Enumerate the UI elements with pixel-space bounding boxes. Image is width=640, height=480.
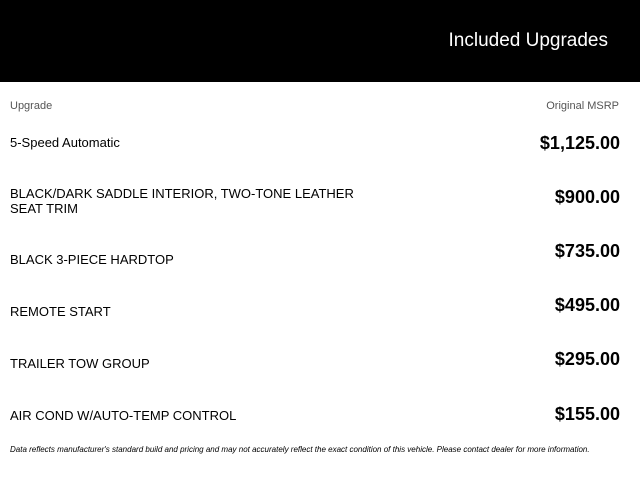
upgrade-price: $1,125.00 [539, 133, 620, 153]
upgrade-price: $295.00 [554, 349, 620, 369]
upgrade-name: BLACK 3-PIECE HARDTOP [10, 252, 174, 267]
upgrade-price: $495.00 [554, 295, 620, 315]
disclaimer-text: Data reflects manufacturer's standard build and pricing and may not accurately reflect the exact condition of this vehicle. Please contact dealer for more information. [10, 445, 590, 454]
upgrade-price: $155.00 [554, 404, 620, 424]
upgrade-name: AIR COND W/AUTO-TEMP CONTROL [10, 408, 237, 423]
upgrade-name: BLACK/DARK SADDLE INTERIOR, TWO-TONE LEATHER SEAT TRIM [10, 186, 354, 216]
upgrade-price: $900.00 [554, 187, 620, 207]
upgrade-name: REMOTE START [10, 304, 111, 319]
upgrade-name: 5-Speed Automatic [10, 135, 120, 150]
upgrade-price: $735.00 [554, 241, 620, 261]
upgrade-column-header: Upgrade [10, 100, 53, 112]
header-bar [0, 0, 640, 82]
msrp-column-header: Original MSRP [546, 100, 619, 112]
upgrade-name: TRAILER TOW GROUP [10, 356, 150, 371]
page-title: Included Upgrades [448, 30, 608, 51]
